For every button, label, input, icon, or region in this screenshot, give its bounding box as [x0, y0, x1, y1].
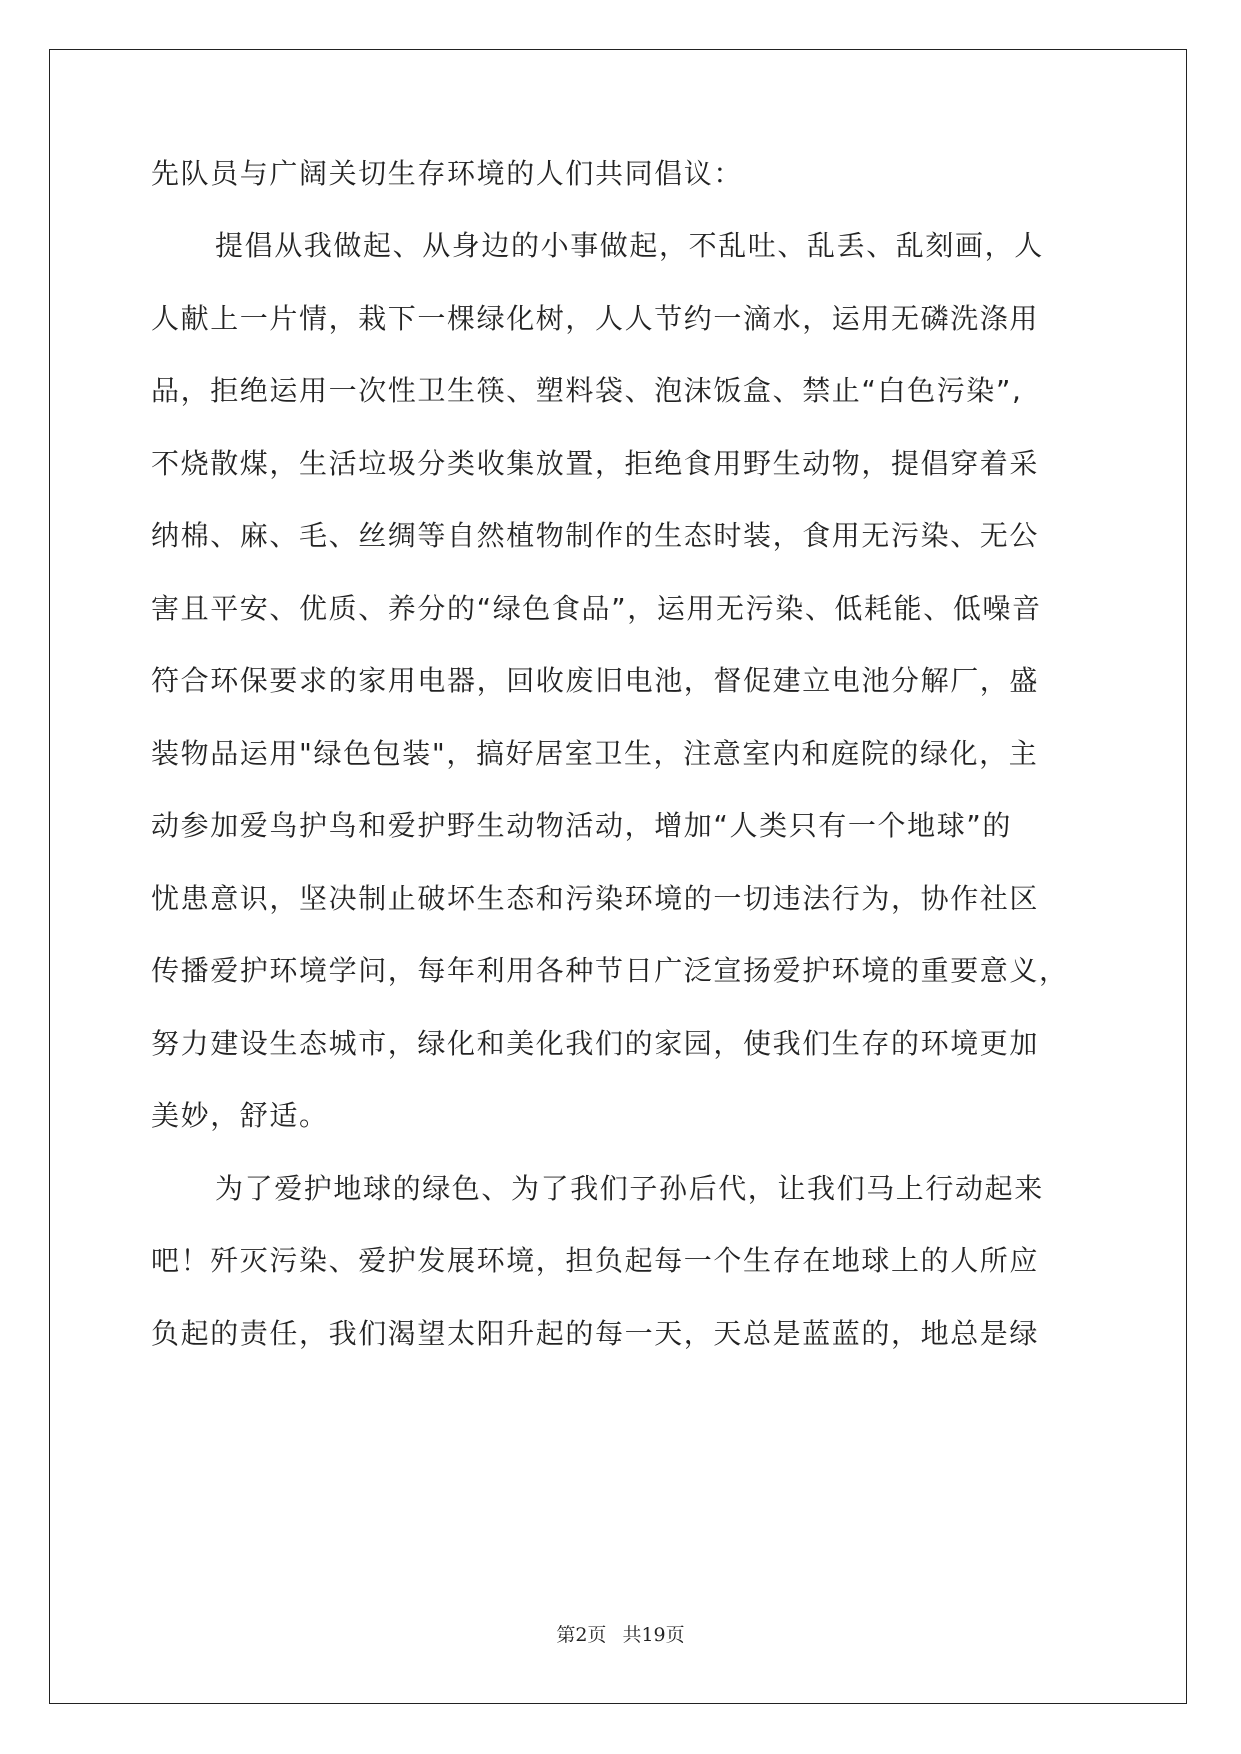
text-line: 负起的责任，我们渴望太阳升起的每一天，天总是蓝蓝的，地总是绿	[151, 1317, 1040, 1350]
text-line: 符合环保要求的家用电器，回收废旧电池，督促建立电池分解厂，盛	[151, 664, 1040, 697]
text-line: 努力建设生态城市，绿化和美化我们的家园，使我们生存的环境更加	[151, 1027, 1040, 1060]
text-line: 吧！歼灭污染、爱护发展环境，担负起每一个生存在地球上的人所应	[151, 1244, 1040, 1277]
text-line: 装物品运用"绿色包装"，搞好居室卫生，注意室内和庭院的绿化，主	[151, 737, 1039, 770]
text-line: 害且平安、优质、养分的“绿色食品”，运用无污染、低耗能、低噪音	[151, 592, 1042, 625]
text-line: 美妙，舒适。	[151, 1099, 329, 1132]
paragraph-start-line: 提倡从我做起、从身边的小事做起，不乱吐、乱丢、乱刻画，人	[215, 229, 1044, 262]
text-line: 传播爱护环境学问，每年利用各种节日广泛宣扬爱护环境的重要意义，	[151, 954, 1069, 987]
text-line: 忧患意识，坚决制止破坏生态和污染环境的一切违法行为，协作社区	[151, 882, 1040, 915]
page-number-footer: 第2页 共19页	[556, 1624, 685, 1646]
text-line: 不烧散煤，生活垃圾分类收集放置，拒绝食用野生动物，提倡穿着采	[151, 447, 1040, 480]
text-line: 品，拒绝运用一次性卫生筷、塑料袋、泡沫饭盒、禁止“白色污染”,	[151, 374, 1023, 407]
text-line: 先队员与广阔关切生存环境的人们共同倡议：	[151, 157, 744, 190]
text-line: 动参加爱鸟护鸟和爱护野生动物活动，增加“人类只有一个地球”的	[151, 809, 1013, 842]
text-line: 纳棉、麻、毛、丝绸等自然植物制作的生态时装，食用无污染、无公	[151, 519, 1040, 552]
paragraph-start-line: 为了爱护地球的绿色、为了我们子孙后代，让我们马上行动起来	[215, 1172, 1044, 1205]
page-border	[49, 49, 1187, 1704]
text-line: 人献上一片情，栽下一棵绿化树，人人节约一滴水，运用无磷洗涤用	[151, 302, 1040, 335]
